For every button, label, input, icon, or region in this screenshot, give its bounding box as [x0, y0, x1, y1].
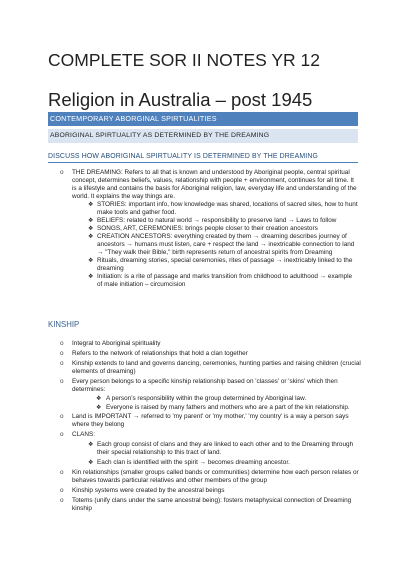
bullet-icon: ❖ — [88, 234, 94, 240]
bullet-icon: ❖ — [88, 226, 94, 232]
bullet-icon: o — [60, 378, 64, 385]
text-line: Every person belongs to a specific kinship relationship based on 'classes' or 'skins' which then — [72, 378, 338, 385]
text-line: elements of dreaming) — [72, 368, 136, 375]
bullet-icon: o — [60, 360, 64, 367]
bullet-icon: ❖ — [88, 274, 94, 280]
text-line: Integral to Aboriginal spirituality — [72, 340, 161, 347]
bullet-icon: o — [60, 413, 64, 420]
text-line: Totems (unify clans under the same ancestral being): fosters metaphysical connection of Dreaming — [72, 497, 352, 504]
text-line: Everyone is raised by many fathers and mothers who are a part of the kin relationship. — [106, 404, 350, 411]
text-line: A person's responsibility within the group determined by Aboriginal law. — [106, 395, 307, 402]
text-line: Initiation: is a rite of passage and marks transition from childhood to adulthood → example — [97, 273, 353, 280]
text-line: their special relationship to this tract of land. — [97, 449, 222, 456]
text-line: world. It explains the way things are. — [72, 193, 176, 200]
text-line: → "They walk their Bible," birth represents return of ancestral spirits from Dreaming — [97, 249, 333, 256]
heading-1-text: CONTEMPORARY ABORGINAL SPIRTUALITIES — [50, 114, 217, 123]
bullet-icon: o — [60, 169, 64, 176]
bullet-icon: ❖ — [88, 258, 94, 264]
bullet-icon: o — [60, 469, 64, 476]
text-line: where they belong — [72, 421, 125, 428]
bullet-icon: ❖ — [88, 218, 94, 224]
text-line: CLANS: — [72, 431, 96, 438]
text-line: Land is IMPORTANT → referred to 'my parent' or 'my mother,' 'my country' is a way a person says — [72, 413, 349, 420]
text-line: STORIES: important info, how knowledge was shared, locations of sacred sites, how to hunt — [97, 201, 358, 208]
bullet-icon: o — [60, 350, 64, 357]
text-line: THE DREAMING: Refers to all that is known and understood by Aboriginal people, central spiritual — [72, 169, 350, 176]
heading-2-bar — [48, 129, 358, 143]
bullet-icon: ❖ — [88, 202, 94, 208]
heading-2-text: ABORIGINAL SPIRTUALITY AS DETERMINED BY THE DREAMING — [50, 131, 270, 139]
text-line: Kinship extends to land and governs dancing, ceremonies, hunting parties and raising children (crucial — [72, 360, 361, 367]
text-line: of male initiation – circumcision — [97, 281, 186, 288]
text-line: Each clan is identified with the spirit → becomes dreaming ancestor. — [97, 459, 290, 466]
bullet-icon: o — [60, 497, 64, 504]
bullet-icon: o — [60, 487, 64, 494]
kinship-heading: KINSHIP — [48, 320, 80, 329]
text-line: BELIEFS: related to natural world → responsibility to preserve land → Laws to follow — [97, 217, 337, 224]
text-line: Refers to the network of relationships that hold a clan together — [72, 350, 248, 357]
text-line: Each group consist of clans and they are linked to each other and to the Dreaming through — [97, 441, 354, 448]
heading-3-underline — [48, 162, 358, 163]
bullet-icon: ❖ — [96, 405, 102, 411]
document-subtitle: Religion in Australia – post 1945 — [48, 89, 313, 110]
text-line: Kin relationships (smaller groups called bands or communities) determine how each person relates or — [72, 469, 359, 476]
text-line: SONGS, ART, CEREMONIES: brings people closer to their creation ancestors — [97, 225, 318, 232]
text-line: kinship — [72, 505, 92, 512]
document-title: COMPLETE SOR II NOTES YR 12 — [48, 50, 320, 70]
bullet-icon: ❖ — [96, 396, 102, 402]
bullet-icon: o — [60, 340, 64, 347]
bullet-icon: ❖ — [88, 442, 94, 448]
text-line: ancestors → humans must listen, care + respect the land → inextricable connection to land — [97, 241, 355, 248]
heading-1-bar — [48, 112, 358, 126]
bullet-icon: ❖ — [88, 460, 94, 466]
text-line: Rituals, dreaming stories, special ceremonies, rites of passage → inextricably linked to the — [97, 257, 353, 264]
heading-3: DISCUSS HOW ABORIGINAL SPIRTUALITY IS DETERMINED BY THE DREAMING — [48, 153, 318, 160]
text-line: Kinship systems were created by the ancestral beings — [72, 487, 225, 494]
text-line: determines: — [72, 386, 106, 393]
text-line: make tools and gather food. — [97, 209, 177, 216]
text-line: dreaming — [97, 265, 124, 272]
text-line: behaves towards particular relatives and other members of the group — [72, 477, 268, 484]
text-line: is a lifestyle and contains the basis for Aboriginal religion, law, everyday life and understanding of the — [72, 185, 357, 192]
bullet-icon: o — [60, 431, 64, 438]
text-line: CREATION ANCESTORS: everything created by them → dreaming describes journey of — [97, 233, 347, 240]
text-line: concept, determines beliefs, values, relationship with people + environment, continues for all time. It — [72, 177, 354, 184]
